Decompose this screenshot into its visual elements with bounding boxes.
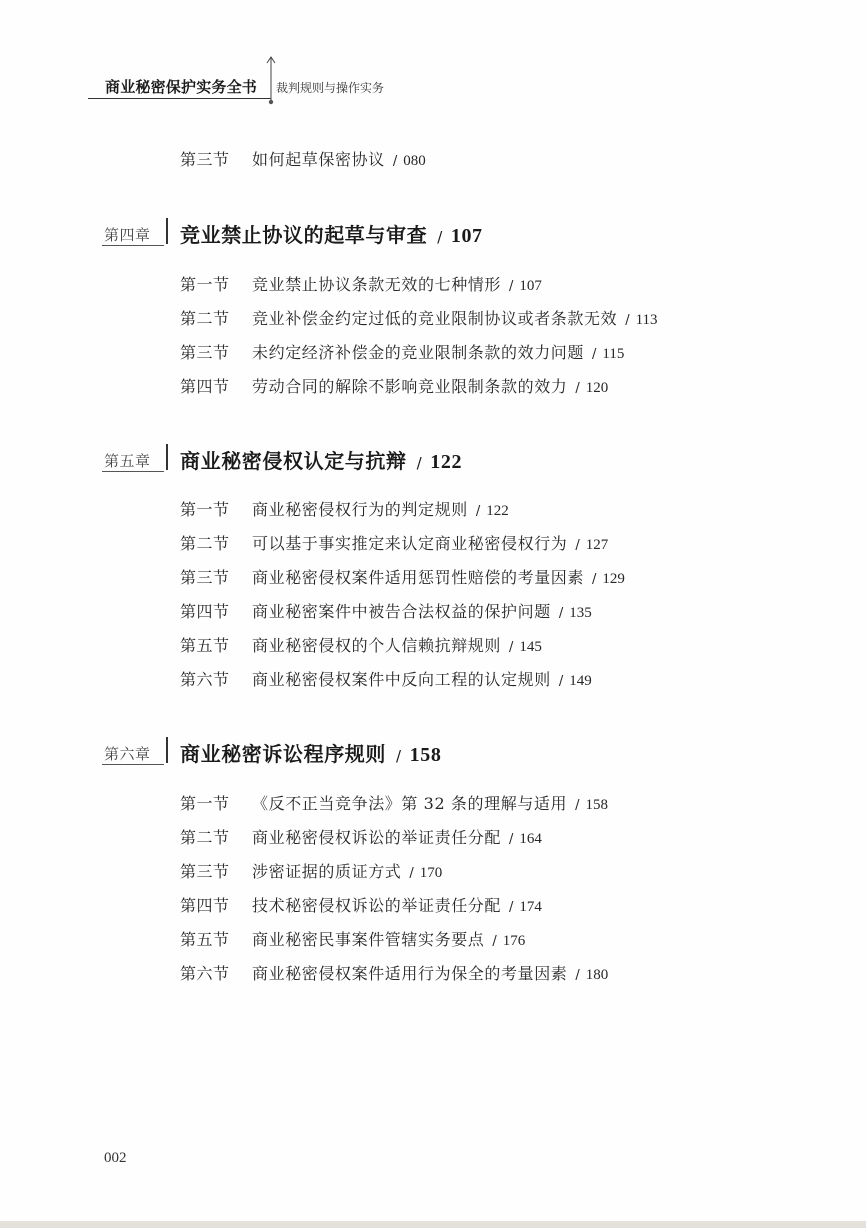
section-title: 可以基于事实推定来认定商业秘密侵权行为 bbox=[252, 534, 568, 553]
toc-section-row[interactable] bbox=[180, 670, 592, 692]
section-title: 商业秘密侵权诉讼的举证责任分配 bbox=[252, 828, 502, 847]
toc-section-row[interactable] bbox=[180, 150, 426, 172]
section-page-number: 080 bbox=[403, 153, 426, 169]
chapter-divider-bar bbox=[166, 218, 168, 244]
section-page-number: 176 bbox=[502, 933, 526, 949]
section-page-number: 145 bbox=[519, 639, 542, 655]
chapter-label: 第六章 bbox=[104, 745, 151, 763]
chapter-page-number: 107 bbox=[450, 225, 483, 247]
chapter-label-underline bbox=[102, 471, 164, 472]
slash-separator: / bbox=[625, 313, 630, 328]
chapter-divider-bar bbox=[166, 737, 168, 763]
section-page-number: 113 bbox=[635, 312, 658, 328]
toc-section-row[interactable] bbox=[180, 500, 509, 522]
section-label: 第二节 bbox=[180, 309, 230, 328]
section-page-number: 149 bbox=[569, 673, 592, 689]
chapter-label-underline bbox=[102, 245, 164, 246]
section-page-number: 127 bbox=[585, 537, 609, 553]
section-page-number: 107 bbox=[519, 278, 542, 294]
section-page-number: 115 bbox=[602, 346, 625, 362]
slash-separator: / bbox=[475, 504, 481, 519]
slash-separator: / bbox=[575, 968, 580, 983]
section-title: 竞业补偿金约定过低的竞业限制协议或者条款无效 bbox=[252, 309, 618, 328]
section-page-number: 170 bbox=[419, 865, 443, 881]
slash-separator: / bbox=[409, 866, 414, 881]
section-label: 第二节 bbox=[180, 828, 230, 847]
chapter-label: 第五章 bbox=[104, 452, 151, 470]
slash-separator: / bbox=[509, 279, 514, 294]
section-page-number: 135 bbox=[569, 605, 592, 621]
section-label: 第四节 bbox=[180, 602, 230, 621]
page-bottom-edge bbox=[0, 1221, 866, 1228]
toc-section-row[interactable] bbox=[180, 309, 658, 331]
chapter-label: 第四章 bbox=[104, 226, 151, 244]
slash-separator: / bbox=[437, 228, 443, 246]
toc-section-row[interactable] bbox=[180, 862, 442, 884]
section-label: 第五节 bbox=[180, 636, 230, 655]
book-title: 商业秘密保护实务全书 bbox=[105, 78, 258, 96]
toc-section-row[interactable] bbox=[180, 964, 608, 986]
slash-separator: / bbox=[509, 832, 514, 847]
toc-section-row[interactable] bbox=[180, 896, 542, 918]
toc-section-row[interactable] bbox=[180, 343, 624, 365]
slash-separator: / bbox=[558, 674, 564, 689]
section-page-number: 174 bbox=[519, 899, 542, 915]
slash-separator: / bbox=[575, 538, 580, 553]
slash-separator: / bbox=[416, 454, 423, 472]
section-label: 第四节 bbox=[180, 377, 230, 396]
section-label: 第三节 bbox=[180, 862, 230, 881]
toc-section-row[interactable] bbox=[180, 930, 525, 952]
section-label: 第三节 bbox=[180, 150, 230, 169]
slash-separator: / bbox=[592, 347, 597, 362]
section-title: 《反不正当竞争法》第 32 条的理解与适用 bbox=[252, 794, 568, 813]
section-label: 第五节 bbox=[180, 930, 230, 949]
slash-separator: / bbox=[492, 934, 497, 949]
slash-separator: / bbox=[509, 640, 514, 655]
chapter-title-line bbox=[180, 738, 441, 767]
section-title: 未约定经济补偿金的竞业限制条款的效力问题 bbox=[252, 343, 585, 362]
section-label: 第一节 bbox=[180, 794, 230, 813]
toc-section-row[interactable] bbox=[180, 602, 592, 624]
chapter-title: 商业秘密侵权认定与抗辩 bbox=[180, 449, 407, 473]
toc-section-row[interactable] bbox=[180, 828, 542, 850]
section-label: 第一节 bbox=[180, 500, 230, 519]
section-page-number: 164 bbox=[519, 831, 542, 847]
slash-separator: / bbox=[392, 154, 398, 169]
chapter-page-number: 158 bbox=[409, 744, 442, 766]
chapter-title-line bbox=[180, 219, 483, 248]
book-subtitle: 裁判规则与操作实务 bbox=[276, 81, 385, 95]
section-title: 劳动合同的解除不影响竞业限制条款的效力 bbox=[252, 377, 568, 396]
section-label: 第三节 bbox=[180, 343, 230, 362]
slash-separator: / bbox=[558, 606, 564, 621]
section-page-number: 180 bbox=[585, 967, 609, 983]
toc-section-row[interactable] bbox=[180, 568, 625, 590]
chapter-title: 商业秘密诉讼程序规则 bbox=[180, 742, 386, 766]
section-label: 第一节 bbox=[180, 275, 230, 294]
section-page-number: 122 bbox=[486, 503, 509, 519]
section-title: 涉密证据的质证方式 bbox=[252, 862, 402, 881]
section-label: 第六节 bbox=[180, 964, 230, 983]
section-title: 如何起草保密协议 bbox=[252, 150, 385, 169]
toc-section-row[interactable] bbox=[180, 275, 542, 297]
slash-separator: / bbox=[575, 381, 580, 396]
slash-separator: / bbox=[575, 798, 580, 813]
section-title: 商业秘密侵权案件适用惩罚性赔偿的考量因素 bbox=[252, 568, 585, 587]
toc-section-row[interactable] bbox=[180, 794, 608, 816]
section-page-number: 129 bbox=[602, 571, 625, 587]
section-title: 技术秘密侵权诉讼的举证责任分配 bbox=[252, 896, 502, 915]
chapter-title-line bbox=[180, 445, 462, 474]
section-label: 第四节 bbox=[180, 896, 230, 915]
chapter-label-underline bbox=[102, 764, 164, 765]
slash-separator: / bbox=[509, 900, 514, 915]
section-page-number: 158 bbox=[585, 797, 609, 813]
section-title: 竞业禁止协议条款无效的七种情形 bbox=[252, 275, 502, 294]
running-header bbox=[0, 0, 866, 110]
section-page-number: 120 bbox=[585, 380, 609, 396]
section-title: 商业秘密侵权行为的判定规则 bbox=[252, 500, 468, 519]
toc-section-row[interactable] bbox=[180, 534, 608, 556]
section-title: 商业秘密案件中被告合法权益的保护问题 bbox=[252, 602, 551, 621]
section-title: 商业秘密民事案件管辖实务要点 bbox=[252, 930, 485, 949]
page-folio-number: 002 bbox=[104, 1150, 127, 1166]
chapter-title: 竞业禁止协议的起草与审查 bbox=[180, 223, 428, 247]
slash-separator: / bbox=[396, 747, 402, 765]
header-rule bbox=[88, 98, 271, 99]
section-label: 第六节 bbox=[180, 670, 230, 689]
toc-section-row[interactable] bbox=[180, 636, 542, 658]
section-label: 第二节 bbox=[180, 534, 230, 553]
chapter-page-number: 122 bbox=[430, 451, 463, 473]
slash-separator: / bbox=[592, 572, 597, 587]
chapter-divider-bar bbox=[166, 444, 168, 470]
section-label: 第三节 bbox=[180, 568, 230, 587]
section-title: 商业秘密侵权案件中反向工程的认定规则 bbox=[252, 670, 551, 689]
section-title: 商业秘密侵权的个人信赖抗辩规则 bbox=[252, 636, 502, 655]
toc-section-row[interactable] bbox=[180, 377, 608, 399]
section-title: 商业秘密侵权案件适用行为保全的考量因素 bbox=[252, 964, 568, 983]
